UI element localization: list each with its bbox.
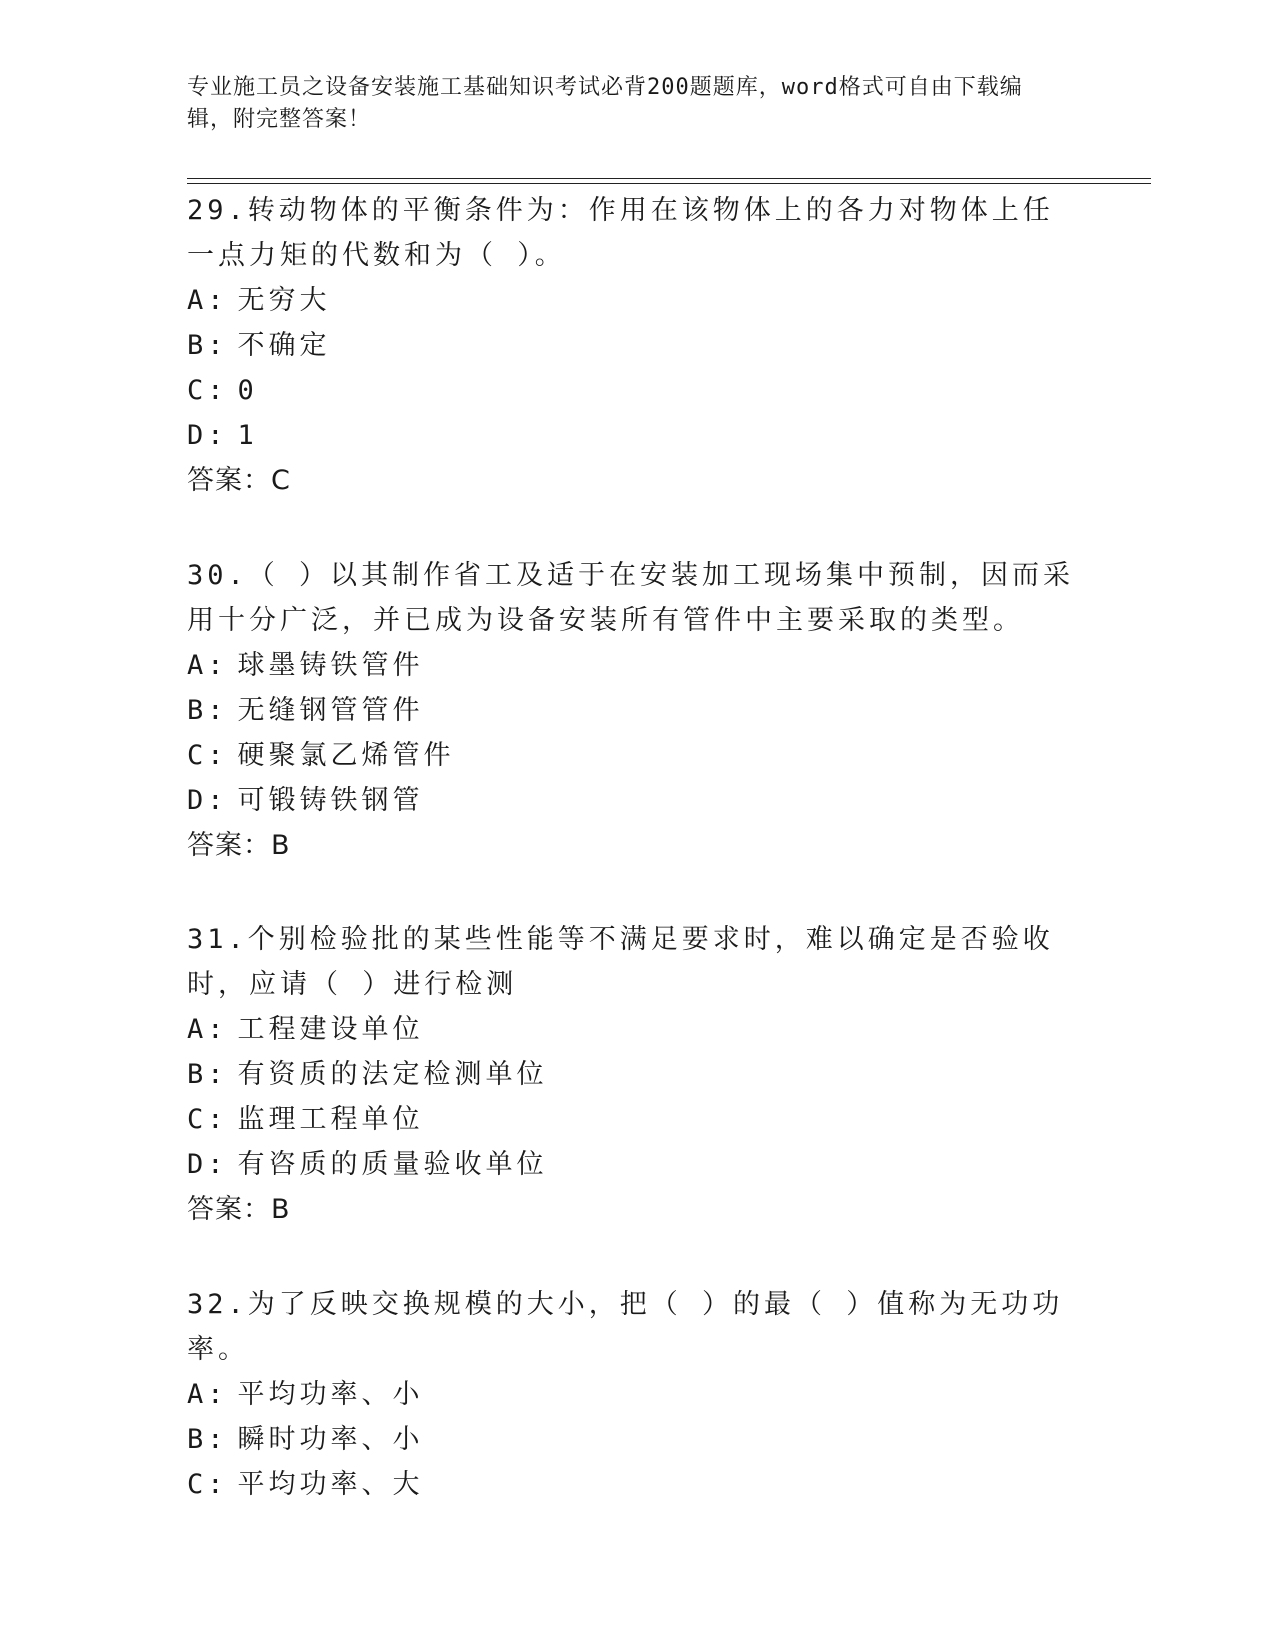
question-29 xyxy=(187,188,1077,503)
option-label: C: xyxy=(187,1469,228,1500)
option-a xyxy=(187,1007,1077,1052)
option-label: B: xyxy=(187,695,228,726)
option-c xyxy=(187,1097,1077,1142)
option-a xyxy=(187,278,1077,323)
option-text: 工程建设单位 xyxy=(237,1014,424,1045)
option-text: 瞬时功率、小 xyxy=(237,1424,424,1455)
option-c xyxy=(187,368,1077,413)
option-text: 球墨铸铁管件 xyxy=(237,650,424,681)
option-text: 1 xyxy=(237,420,258,451)
option-label: C: xyxy=(187,1104,228,1135)
option-label: A: xyxy=(187,650,228,681)
option-text: 可锻铸铁钢管 xyxy=(237,785,424,816)
header-rule-top xyxy=(187,178,1151,179)
document-header: 专业施工员之设备安装施工基础知识考试必背200题题库，word格式可自由下载编辑，附完整答案！ xyxy=(187,75,1023,132)
question-32 xyxy=(187,1282,1077,1507)
option-a xyxy=(187,1372,1077,1417)
option-text: 平均功率、小 xyxy=(237,1379,424,1410)
option-text: 不确定 xyxy=(237,330,331,361)
option-label: D: xyxy=(187,420,228,451)
option-text: 平均功率、大 xyxy=(237,1469,424,1500)
option-label: B: xyxy=(187,1424,228,1455)
option-label: B: xyxy=(187,1059,228,1090)
option-c xyxy=(187,1462,1077,1507)
option-text: 有咨质的质量验收单位 xyxy=(237,1149,548,1180)
option-label: C: xyxy=(187,740,228,771)
option-b xyxy=(187,1417,1077,1462)
option-text: 监理工程单位 xyxy=(237,1104,424,1135)
answer-line: 答案：B xyxy=(187,830,291,861)
option-b xyxy=(187,323,1077,368)
question-stem: 30.（ ）以其制作省工及适于在安装加工现场集中预制，因而采用十分广泛，并已成为设备安装所有管件中主要采取的类型。 xyxy=(187,560,1075,636)
question-30 xyxy=(187,553,1077,868)
option-label: D: xyxy=(187,1149,228,1180)
option-text: 0 xyxy=(237,375,258,406)
option-b xyxy=(187,1052,1077,1097)
question-31 xyxy=(187,917,1077,1232)
option-label: D: xyxy=(187,785,228,816)
option-text: 无穷大 xyxy=(237,285,331,316)
option-label: B: xyxy=(187,330,228,361)
option-d xyxy=(187,413,1077,458)
question-stem: 31.个别检验批的某些性能等不满足要求时，难以确定是否验收时，应请（ ）进行检测 xyxy=(187,924,1054,1000)
option-d xyxy=(187,1142,1077,1187)
answer-line: 答案：B xyxy=(187,1194,291,1225)
option-label: C: xyxy=(187,375,228,406)
option-label: A: xyxy=(187,285,228,316)
option-text: 硬聚氯乙烯管件 xyxy=(237,740,455,771)
option-label: A: xyxy=(187,1014,228,1045)
option-label: A: xyxy=(187,1379,228,1410)
answer-line: 答案：C xyxy=(187,465,291,496)
option-text: 有资质的法定检测单位 xyxy=(237,1059,548,1090)
header-rule-bottom xyxy=(187,183,1151,184)
option-a xyxy=(187,643,1077,688)
option-text: 无缝钢管管件 xyxy=(237,695,424,726)
question-stem: 32.为了反映交换规模的大小，把（ ）的最（ ）值称为无功功率。 xyxy=(187,1289,1064,1365)
option-d xyxy=(187,778,1077,823)
question-stem: 29.转动物体的平衡条件为：作用在该物体上的各力对物体上任一点力矩的代数和为（ ）。 xyxy=(187,195,1054,271)
option-c xyxy=(187,733,1077,778)
option-b xyxy=(187,688,1077,733)
